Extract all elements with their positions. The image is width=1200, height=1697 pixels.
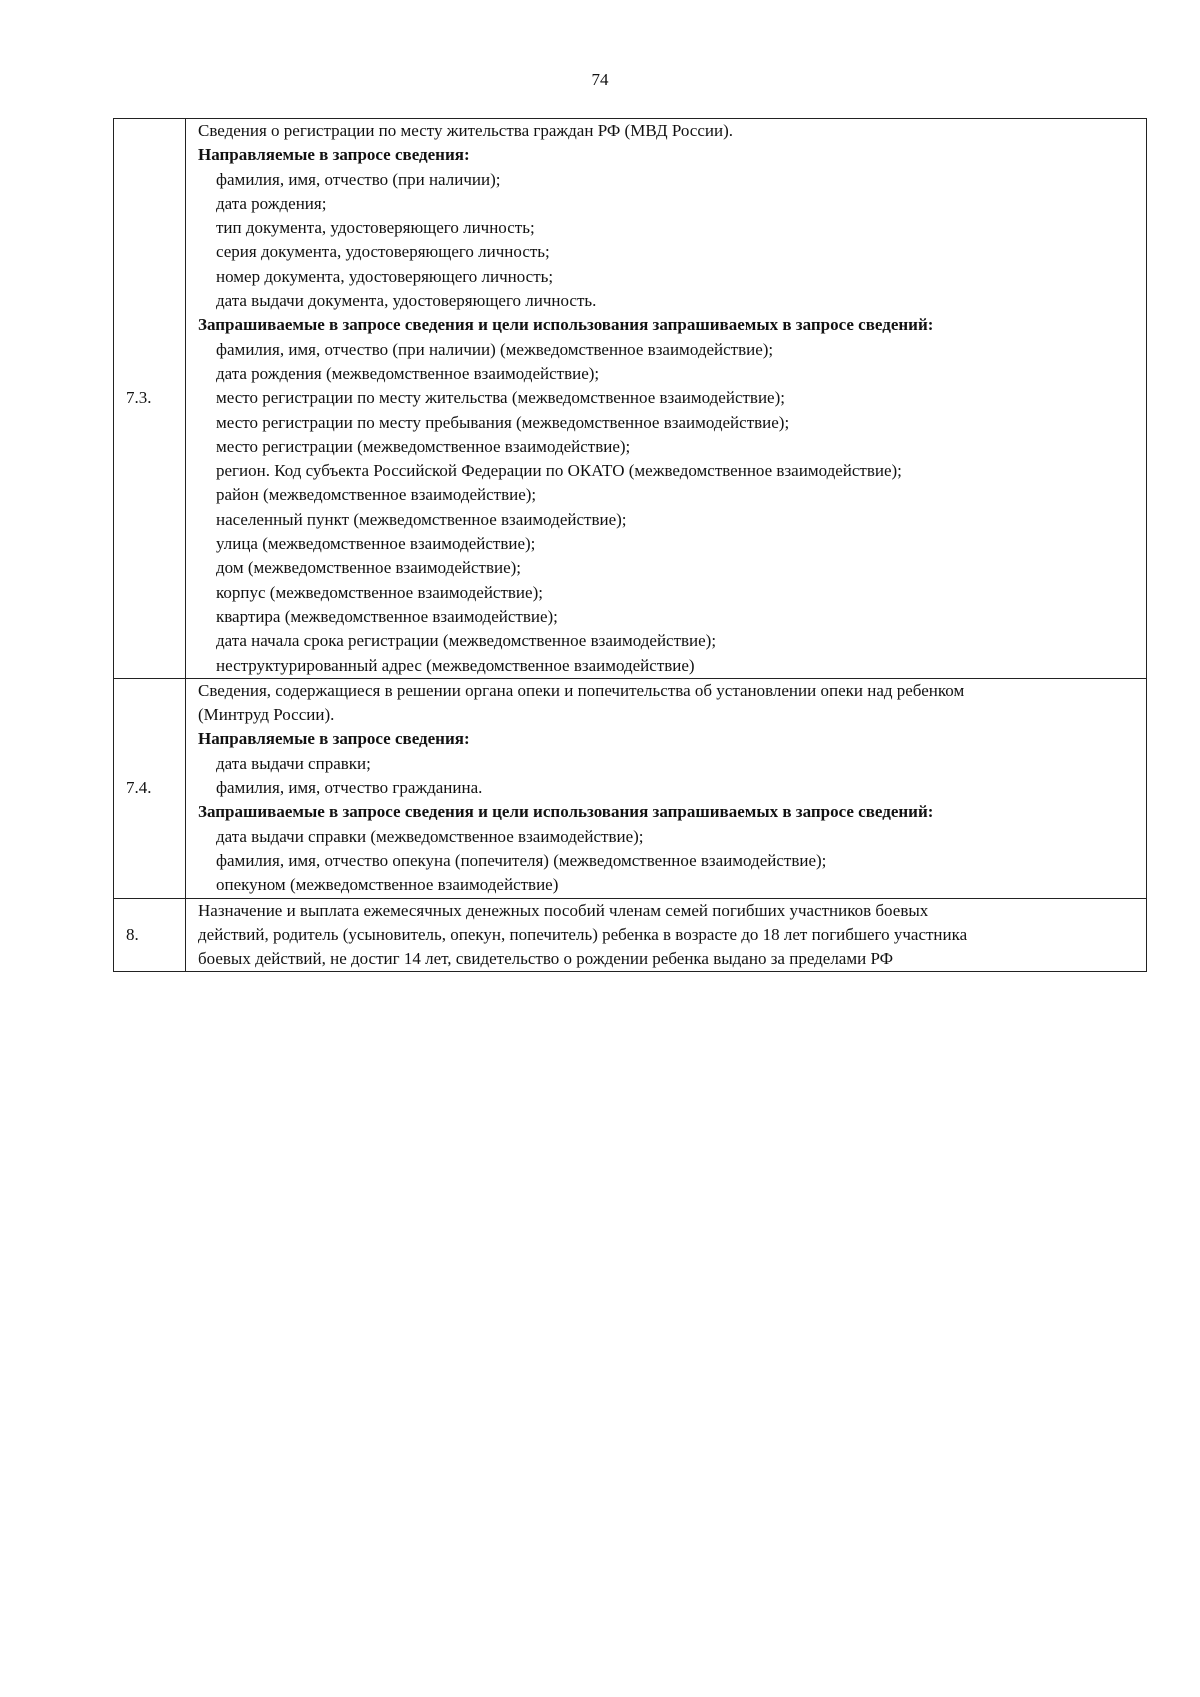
list-item: фамилия, имя, отчество опекуна (попечителя) (межведомственное взаимодействие); [216, 850, 827, 870]
row-content [186, 119, 1147, 679]
description-line: Сведения о регистрации по месту жительства граждан РФ (МВД России). [198, 121, 734, 140]
list-item: дата выдачи справки; [216, 753, 371, 773]
row-content [186, 678, 1147, 898]
list-item: дата рождения (межведомственное взаимодействие); [216, 363, 600, 383]
section-heading: Запрашиваемые в запросе сведения и цели использования запрашиваемых в запросе сведений: [198, 802, 934, 822]
table-row [114, 678, 1147, 898]
section-heading: Направляемые в запросе сведения: [198, 729, 470, 749]
description-line: Назначение и выплата ежемесячных денежных пособий членам семей погибших участников боевых [198, 900, 929, 920]
description-line: Сведения, содержащиеся в решении органа опеки и попечительства об установлении опеки над ребенком [198, 680, 965, 700]
page-number: 74 [591, 70, 609, 89]
list-item: квартира (межведомственное взаимодействие); [216, 606, 558, 626]
list-item: дом (межведомственное взаимодействие); [216, 558, 521, 578]
list-item: улица (межведомственное взаимодействие); [216, 534, 536, 554]
list-item: район (межведомственное взаимодействие); [216, 485, 537, 505]
list-item: дата рождения; [216, 193, 327, 213]
list-item: дата начала срока регистрации (межведомственное взаимодействие); [216, 631, 717, 651]
section-heading: Направляемые в запросе сведения: [198, 145, 470, 165]
description-line: (Минтруд России). [198, 705, 335, 725]
row-number: 8. [114, 898, 186, 972]
list-item: место регистрации (межведомственное взаимодействие); [216, 436, 631, 456]
list-item: фамилия, имя, отчество (при наличии) (межведомственное взаимодействие); [216, 339, 774, 359]
list-item: тип документа, удостоверяющего личность; [216, 218, 535, 238]
table-body [114, 119, 1147, 972]
requirements-table [113, 118, 1147, 972]
list-item: фамилия, имя, отчество (при наличии); [216, 169, 501, 189]
list-item: дата выдачи справки (межведомственное взаимодействие); [216, 826, 644, 846]
row-content [186, 898, 1147, 972]
list-item: фамилия, имя, отчество гражданина. [216, 778, 483, 798]
row-number: 7.4. [114, 678, 186, 898]
list-item: опекуном (межведомственное взаимодействие) [216, 875, 559, 895]
list-item: населенный пункт (межведомственное взаимодействие); [216, 509, 627, 529]
list-item: регион. Код субъекта Российской Федерации по ОКАТО (межведомственное взаимодействие); [216, 461, 902, 481]
list-item: дата выдачи документа, удостоверяющего личность. [216, 291, 597, 311]
description-line: действий, родитель (усыновитель, опекун, попечитель) ребенка в возрасте до 18 лет погибшего участника [198, 924, 968, 944]
list-item: место регистрации по месту пребывания (межведомственное взаимодействие); [216, 412, 790, 432]
list-item: место регистрации по месту жительства (межведомственное взаимодействие); [216, 388, 785, 408]
table-row [114, 898, 1147, 972]
list-item: серия документа, удостоверяющего личность; [216, 242, 550, 262]
list-item: номер документа, удостоверяющего личность; [216, 266, 554, 286]
table-row [114, 119, 1147, 679]
list-item: неструктурированный адрес (межведомственное взаимодействие) [216, 655, 695, 675]
row-number: 7.3. [114, 119, 186, 679]
list-item: корпус (межведомственное взаимодействие); [216, 582, 543, 602]
section-heading: Запрашиваемые в запросе сведения и цели использования запрашиваемых в запросе сведений: [198, 315, 934, 335]
description-line: боевых действий, не достиг 14 лет, свидетельство о рождении ребенка выдано за пределами РФ [198, 949, 894, 969]
